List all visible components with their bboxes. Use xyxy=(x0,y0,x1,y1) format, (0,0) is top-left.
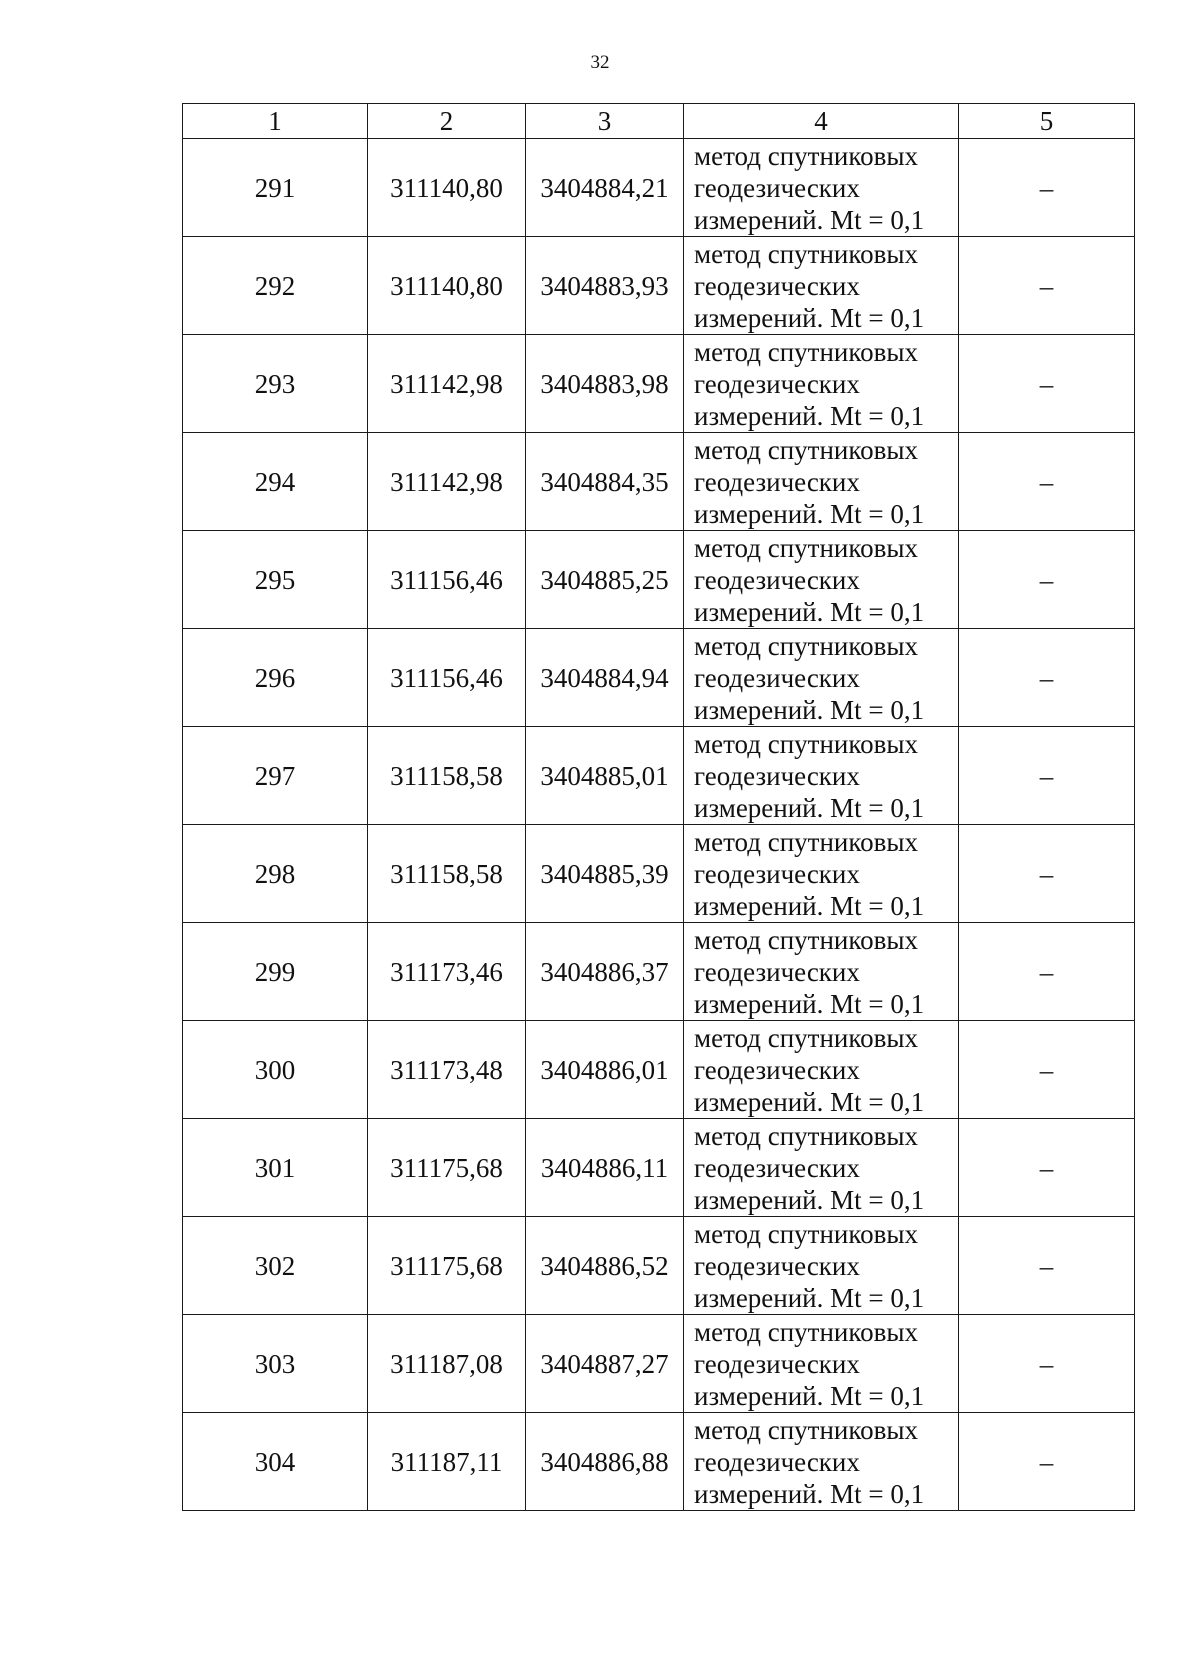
note-cell: – xyxy=(959,923,1135,1021)
method-line: геодезических xyxy=(694,662,860,693)
method-line: геодезических xyxy=(694,1446,860,1477)
note-cell: – xyxy=(959,1315,1135,1413)
y-coordinate-cell: 3404883,98 xyxy=(526,335,684,433)
coordinates-table-wrapper xyxy=(182,103,1134,1511)
method-line: метод спутниковых xyxy=(694,1316,918,1347)
y-coordinate-cell: 3404883,93 xyxy=(526,237,684,335)
page-number: 32 xyxy=(590,52,610,73)
y-coordinate-cell: 3404884,35 xyxy=(526,433,684,531)
method-line: геодезических xyxy=(694,368,860,399)
method-line: измерений. Mt = 0,1 xyxy=(694,890,925,921)
method-cell xyxy=(684,1413,959,1511)
header-cell-1: 1 xyxy=(183,104,368,139)
method-line: измерений. Mt = 0,1 xyxy=(694,1086,925,1117)
method-line: измерений. Mt = 0,1 xyxy=(694,988,925,1019)
note-cell: – xyxy=(959,825,1135,923)
point-number-cell: 295 xyxy=(183,531,368,629)
method-line: метод спутниковых xyxy=(694,728,918,759)
method-line: измерений. Mt = 0,1 xyxy=(694,694,925,725)
point-number-cell: 298 xyxy=(183,825,368,923)
method-line: метод спутниковых xyxy=(694,924,918,955)
method-cell xyxy=(684,335,959,433)
table-row xyxy=(183,727,1135,825)
note-cell: – xyxy=(959,1217,1135,1315)
y-coordinate-cell: 3404885,39 xyxy=(526,825,684,923)
coordinates-table xyxy=(182,103,1135,1511)
y-coordinate-cell: 3404885,25 xyxy=(526,531,684,629)
method-cell xyxy=(684,237,959,335)
method-line: геодезических xyxy=(694,564,860,595)
x-coordinate-cell: 311173,48 xyxy=(368,1021,526,1119)
method-line: геодезических xyxy=(694,956,860,987)
point-number-cell: 294 xyxy=(183,433,368,531)
y-coordinate-cell: 3404886,88 xyxy=(526,1413,684,1511)
note-cell: – xyxy=(959,1119,1135,1217)
method-line: измерений. Mt = 0,1 xyxy=(694,400,925,431)
table-row xyxy=(183,629,1135,727)
table-row xyxy=(183,1021,1135,1119)
x-coordinate-cell: 311156,46 xyxy=(368,629,526,727)
table-row xyxy=(183,531,1135,629)
method-line: геодезических xyxy=(694,1152,860,1183)
note-cell: – xyxy=(959,629,1135,727)
method-line: измерений. Mt = 0,1 xyxy=(694,1478,925,1509)
table-row xyxy=(183,1315,1135,1413)
note-cell: – xyxy=(959,335,1135,433)
table-row xyxy=(183,1413,1135,1511)
header-cell-5: 5 xyxy=(959,104,1135,139)
point-number-cell: 292 xyxy=(183,237,368,335)
note-cell: – xyxy=(959,1413,1135,1511)
method-line: геодезических xyxy=(694,858,860,889)
method-line: измерений. Mt = 0,1 xyxy=(694,792,925,823)
method-cell xyxy=(684,433,959,531)
point-number-cell: 299 xyxy=(183,923,368,1021)
table-row xyxy=(183,237,1135,335)
method-cell xyxy=(684,629,959,727)
method-line: измерений. Mt = 0,1 xyxy=(694,1282,925,1313)
method-line: геодезических xyxy=(694,1054,860,1085)
y-coordinate-cell: 3404887,27 xyxy=(526,1315,684,1413)
x-coordinate-cell: 311187,11 xyxy=(368,1413,526,1511)
method-line: измерений. Mt = 0,1 xyxy=(694,302,925,333)
y-coordinate-cell: 3404886,52 xyxy=(526,1217,684,1315)
header-cell-2: 2 xyxy=(368,104,526,139)
table-row xyxy=(183,825,1135,923)
point-number-cell: 293 xyxy=(183,335,368,433)
point-number-cell: 301 xyxy=(183,1119,368,1217)
method-line: геодезических xyxy=(694,270,860,301)
x-coordinate-cell: 311156,46 xyxy=(368,531,526,629)
x-coordinate-cell: 311140,80 xyxy=(368,237,526,335)
x-coordinate-cell: 311140,80 xyxy=(368,139,526,237)
method-line: геодезических xyxy=(694,172,860,203)
note-cell: – xyxy=(959,237,1135,335)
table-body xyxy=(183,139,1135,1511)
method-line: метод спутниковых xyxy=(694,140,918,171)
method-line: метод спутниковых xyxy=(694,1120,918,1151)
note-cell: – xyxy=(959,139,1135,237)
point-number-cell: 300 xyxy=(183,1021,368,1119)
x-coordinate-cell: 311158,58 xyxy=(368,825,526,923)
x-coordinate-cell: 311175,68 xyxy=(368,1217,526,1315)
method-line: геодезических xyxy=(694,760,860,791)
method-line: метод спутниковых xyxy=(694,1414,918,1445)
method-line: метод спутниковых xyxy=(694,238,918,269)
method-line: метод спутниковых xyxy=(694,532,918,563)
point-number-cell: 304 xyxy=(183,1413,368,1511)
method-line: измерений. Mt = 0,1 xyxy=(694,596,925,627)
header-cell-3: 3 xyxy=(526,104,684,139)
table-row xyxy=(183,923,1135,1021)
table-header xyxy=(183,104,1135,139)
y-coordinate-cell: 3404886,11 xyxy=(526,1119,684,1217)
method-cell xyxy=(684,531,959,629)
header-cell-4: 4 xyxy=(684,104,959,139)
note-cell: – xyxy=(959,433,1135,531)
table-row xyxy=(183,1217,1135,1315)
table-row xyxy=(183,1119,1135,1217)
x-coordinate-cell: 311142,98 xyxy=(368,433,526,531)
point-number-cell: 296 xyxy=(183,629,368,727)
method-cell xyxy=(684,1021,959,1119)
point-number-cell: 297 xyxy=(183,727,368,825)
table-row xyxy=(183,139,1135,237)
y-coordinate-cell: 3404885,01 xyxy=(526,727,684,825)
method-cell xyxy=(684,139,959,237)
method-line: измерений. Mt = 0,1 xyxy=(694,498,925,529)
y-coordinate-cell: 3404886,01 xyxy=(526,1021,684,1119)
method-line: геодезических xyxy=(694,1250,860,1281)
method-line: измерений. Mt = 0,1 xyxy=(694,204,925,235)
method-line: геодезических xyxy=(694,466,860,497)
y-coordinate-cell: 3404886,37 xyxy=(526,923,684,1021)
x-coordinate-cell: 311187,08 xyxy=(368,1315,526,1413)
method-line: метод спутниковых xyxy=(694,1022,918,1053)
x-coordinate-cell: 311175,68 xyxy=(368,1119,526,1217)
method-cell xyxy=(684,1315,959,1413)
point-number-cell: 302 xyxy=(183,1217,368,1315)
x-coordinate-cell: 311142,98 xyxy=(368,335,526,433)
method-line: метод спутниковых xyxy=(694,336,918,367)
method-line: метод спутниковых xyxy=(694,630,918,661)
table-row xyxy=(183,433,1135,531)
method-line: метод спутниковых xyxy=(694,826,918,857)
method-line: геодезических xyxy=(694,1348,860,1379)
point-number-cell: 303 xyxy=(183,1315,368,1413)
method-cell xyxy=(684,727,959,825)
method-line: метод спутниковых xyxy=(694,434,918,465)
note-cell: – xyxy=(959,727,1135,825)
method-cell xyxy=(684,825,959,923)
note-cell: – xyxy=(959,1021,1135,1119)
x-coordinate-cell: 311158,58 xyxy=(368,727,526,825)
method-line: измерений. Mt = 0,1 xyxy=(694,1380,925,1411)
note-cell: – xyxy=(959,531,1135,629)
method-cell xyxy=(684,923,959,1021)
y-coordinate-cell: 3404884,94 xyxy=(526,629,684,727)
method-cell xyxy=(684,1119,959,1217)
method-line: измерений. Mt = 0,1 xyxy=(694,1184,925,1215)
header-row xyxy=(183,104,1135,139)
table-row xyxy=(183,335,1135,433)
point-number-cell: 291 xyxy=(183,139,368,237)
y-coordinate-cell: 3404884,21 xyxy=(526,139,684,237)
x-coordinate-cell: 311173,46 xyxy=(368,923,526,1021)
method-cell xyxy=(684,1217,959,1315)
method-line: метод спутниковых xyxy=(694,1218,918,1249)
